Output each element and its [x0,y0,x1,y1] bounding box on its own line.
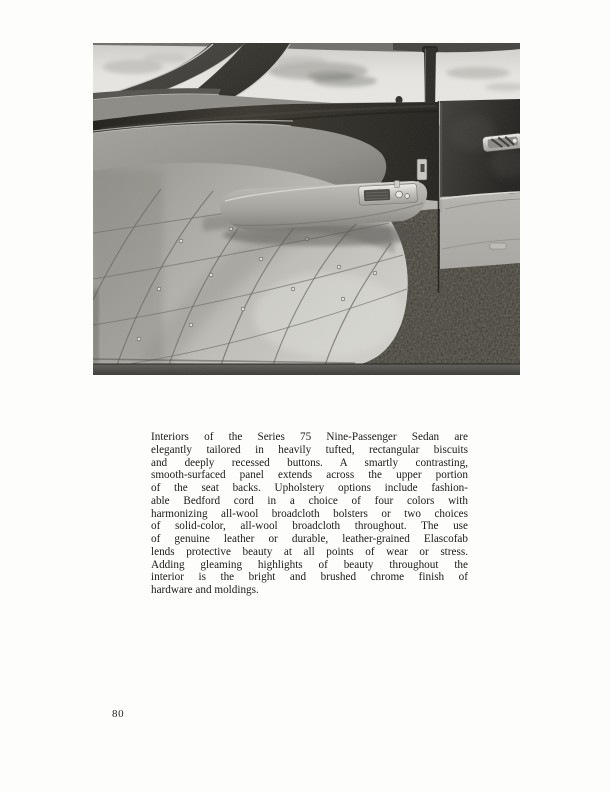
paragraph-line: interior is the bright and brushed chrome finish of [151,571,468,584]
paragraph-line: of solid-color, all-wool broadcloth throughout. The use [151,520,468,533]
paragraph-line: and deeply recessed buttons. A smartly contrasting, [151,456,468,469]
paragraph-line: lends protective beauty at all points of wear or stress. [151,545,468,558]
paragraph-line: smooth-surfaced panel extends across the upper portion [151,469,468,482]
halftone-grain-overlay [93,43,520,375]
paragraph-line: Adding gleaming highlights of beauty throughout the [151,558,468,571]
paragraph-line: hardware and moldings. [151,584,259,596]
page-number: 80 [112,708,125,720]
paragraph-line: of the seat backs. Upholstery options include fashion- [151,482,468,494]
paragraph-line: harmonizing all-wool broadcloth bolsters or two choices [151,507,468,520]
paragraph-line: able Bedford cord in a choice of four colors with [151,494,468,507]
body-paragraph [151,431,468,597]
interior-photo-illustration [93,43,520,375]
paragraph-line: Interiors of the Series 75 Nine-Passenger Sedan are [151,431,468,443]
interior-photo [93,43,520,375]
paragraph-line: elegantly tailored in heavily tufted, rectangular biscuits [151,443,468,456]
paragraph-line: of genuine leather or durable, leather-grained Elascofab [151,533,468,545]
